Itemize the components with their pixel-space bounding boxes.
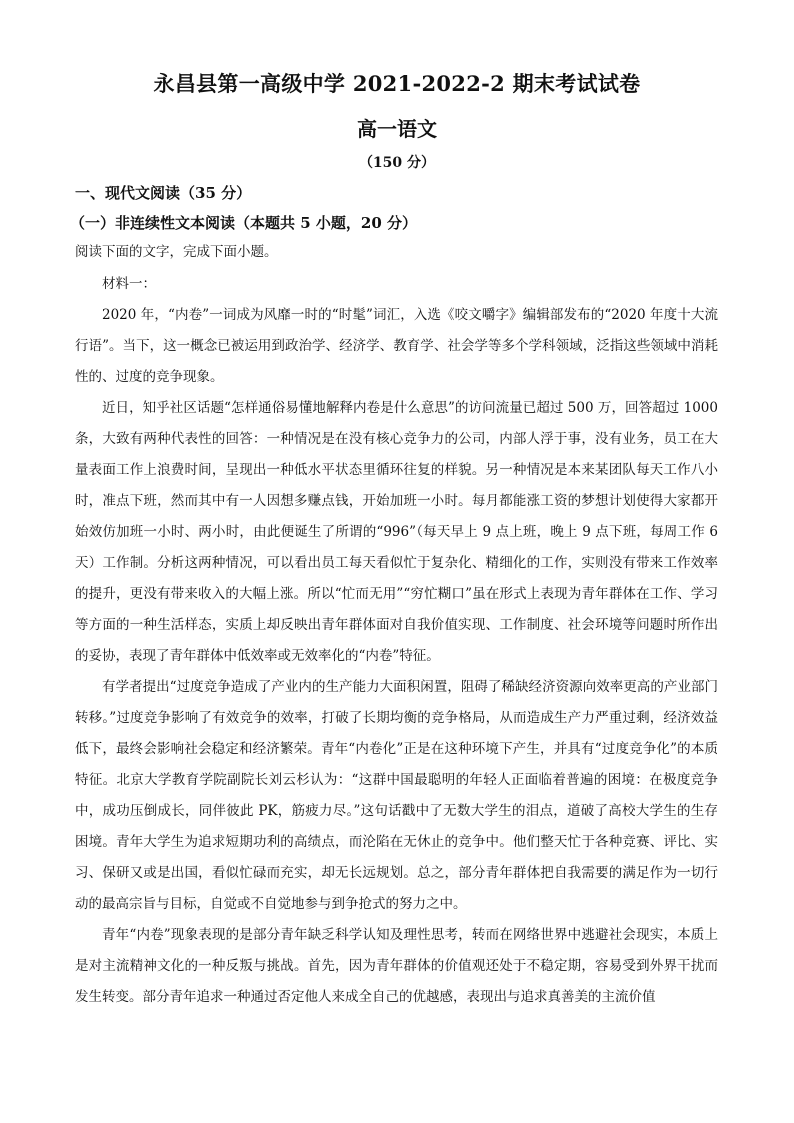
passage-paragraph: 青年“内卷”现象表现的是部分青年缺乏科学认知及理性思考，转而在网络世界中逃避社会现实，本质上是对主流精神文化的一种反叛与挑战。首先，因为青年群体的价值观还处于不稳定期，容易受到外界干扰而发生转变。部分青年追求一种通过否定他人来成全自己的优越感，表现出与追求真善美的主流价值 <box>75 927 718 1005</box>
passage-paragraph: 近日，知乎社区话题“怎样通俗易懂地解释内卷是什么意思”的访问流量已超过 500 万，回答超过 1000 条，大致有两种代表性的回答：一种情况是在没有核心竞争力的公司，内部人浮于事，没有业务，员工在大量表面工作上浪费时间，呈现出一种低水平状态里循环往复的样貌。另一种情况是本来某团队每天工作八小时，准点下班，然而其中有一人因想多赚点钱，开始加班一小时。每月都能涨工资的梦想计划使得大家都开始效仿加班一小时、两小时，由此便诞生了所谓的“996”（每天早上 9 点上班，晚上 9 点下班，每周工作 6 天）工作制。分析这两种情况，可以看出员工每天看似忙于复杂化、精细化的工作，实则没有带来工作效率的提升，更没有带来收入的大幅上涨。所以“忙而无用”“穷忙糊口”虽在形式上表现为青年群体在工作、学习等方面的一种生活样态，实质上却反映出青年群体面对自我价值实现、工作制度、社会环境等问题时所作出的妥协，表现了青年群体中低效率或无效率化的“内卷”特征。 <box>75 400 718 664</box>
part-heading: （一）非连续性文本阅读（本题共 5 小题，20 分） <box>70 214 417 232</box>
passage-paragraph: 2020 年，“内卷”一词成为风靡一时的“时髦”词汇，入选《咬文嚼字》编辑部发布的“2020 年度十大流行语”。当下，这一概念已被运用到政治学、经济学、教育学、社会学等多个学科领域，泛指这些领域中消耗性的、过度的竞争现象。 <box>75 307 718 385</box>
material-label: 材料一： <box>102 276 156 292</box>
reading-passage <box>75 300 718 1013</box>
total-score: （150 分） <box>358 155 436 171</box>
subject-title: 高一语文 <box>357 117 437 141</box>
passage-paragraph: 有学者提出“过度竞争造成了产业内的生产能力大面积闲置，阻碍了稀缺经济资源向效率更高的产业部门转移。”过度竞争影响了有效竞争的效率，打破了长期均衡的竞争格局，从而造成生产力严重过剩，经济效益低下，最终会影响社会稳定和经济繁荣。青年“内卷化”正是在这种环境下产生，并具有“过度竞争化”的本质特征。北京大学教育学院副院长刘云杉认为：“这群中国最聪明的年轻人正面临着普遍的困境：在极度竞争中，成功压倒成长，同伴彼此 PK，筋疲力尽。”这句话戳中了无数大学生的泪点，道破了高校大学生的生存困境。青年大学生为追求短期功利的高绩点，而沦陷在无休止的竞争中。他们整天忙于各种竞赛、评比、实习、保研又或是出国，看似忙碌而充实，却无长远规划。总之，部分青年群体把自我需要的满足作为一切行动的最高宗旨与目标，自觉或不自觉地参与到争抢式的努力之中。 <box>75 679 718 912</box>
exam-title: 永昌县第一高级中学 2021-2022-2 期末考试试卷 <box>153 71 641 96</box>
reading-instruction: 阅读下面的文字，完成下面小题。 <box>75 244 278 260</box>
section-heading: 一、现代文阅读（35 分） <box>75 184 252 202</box>
